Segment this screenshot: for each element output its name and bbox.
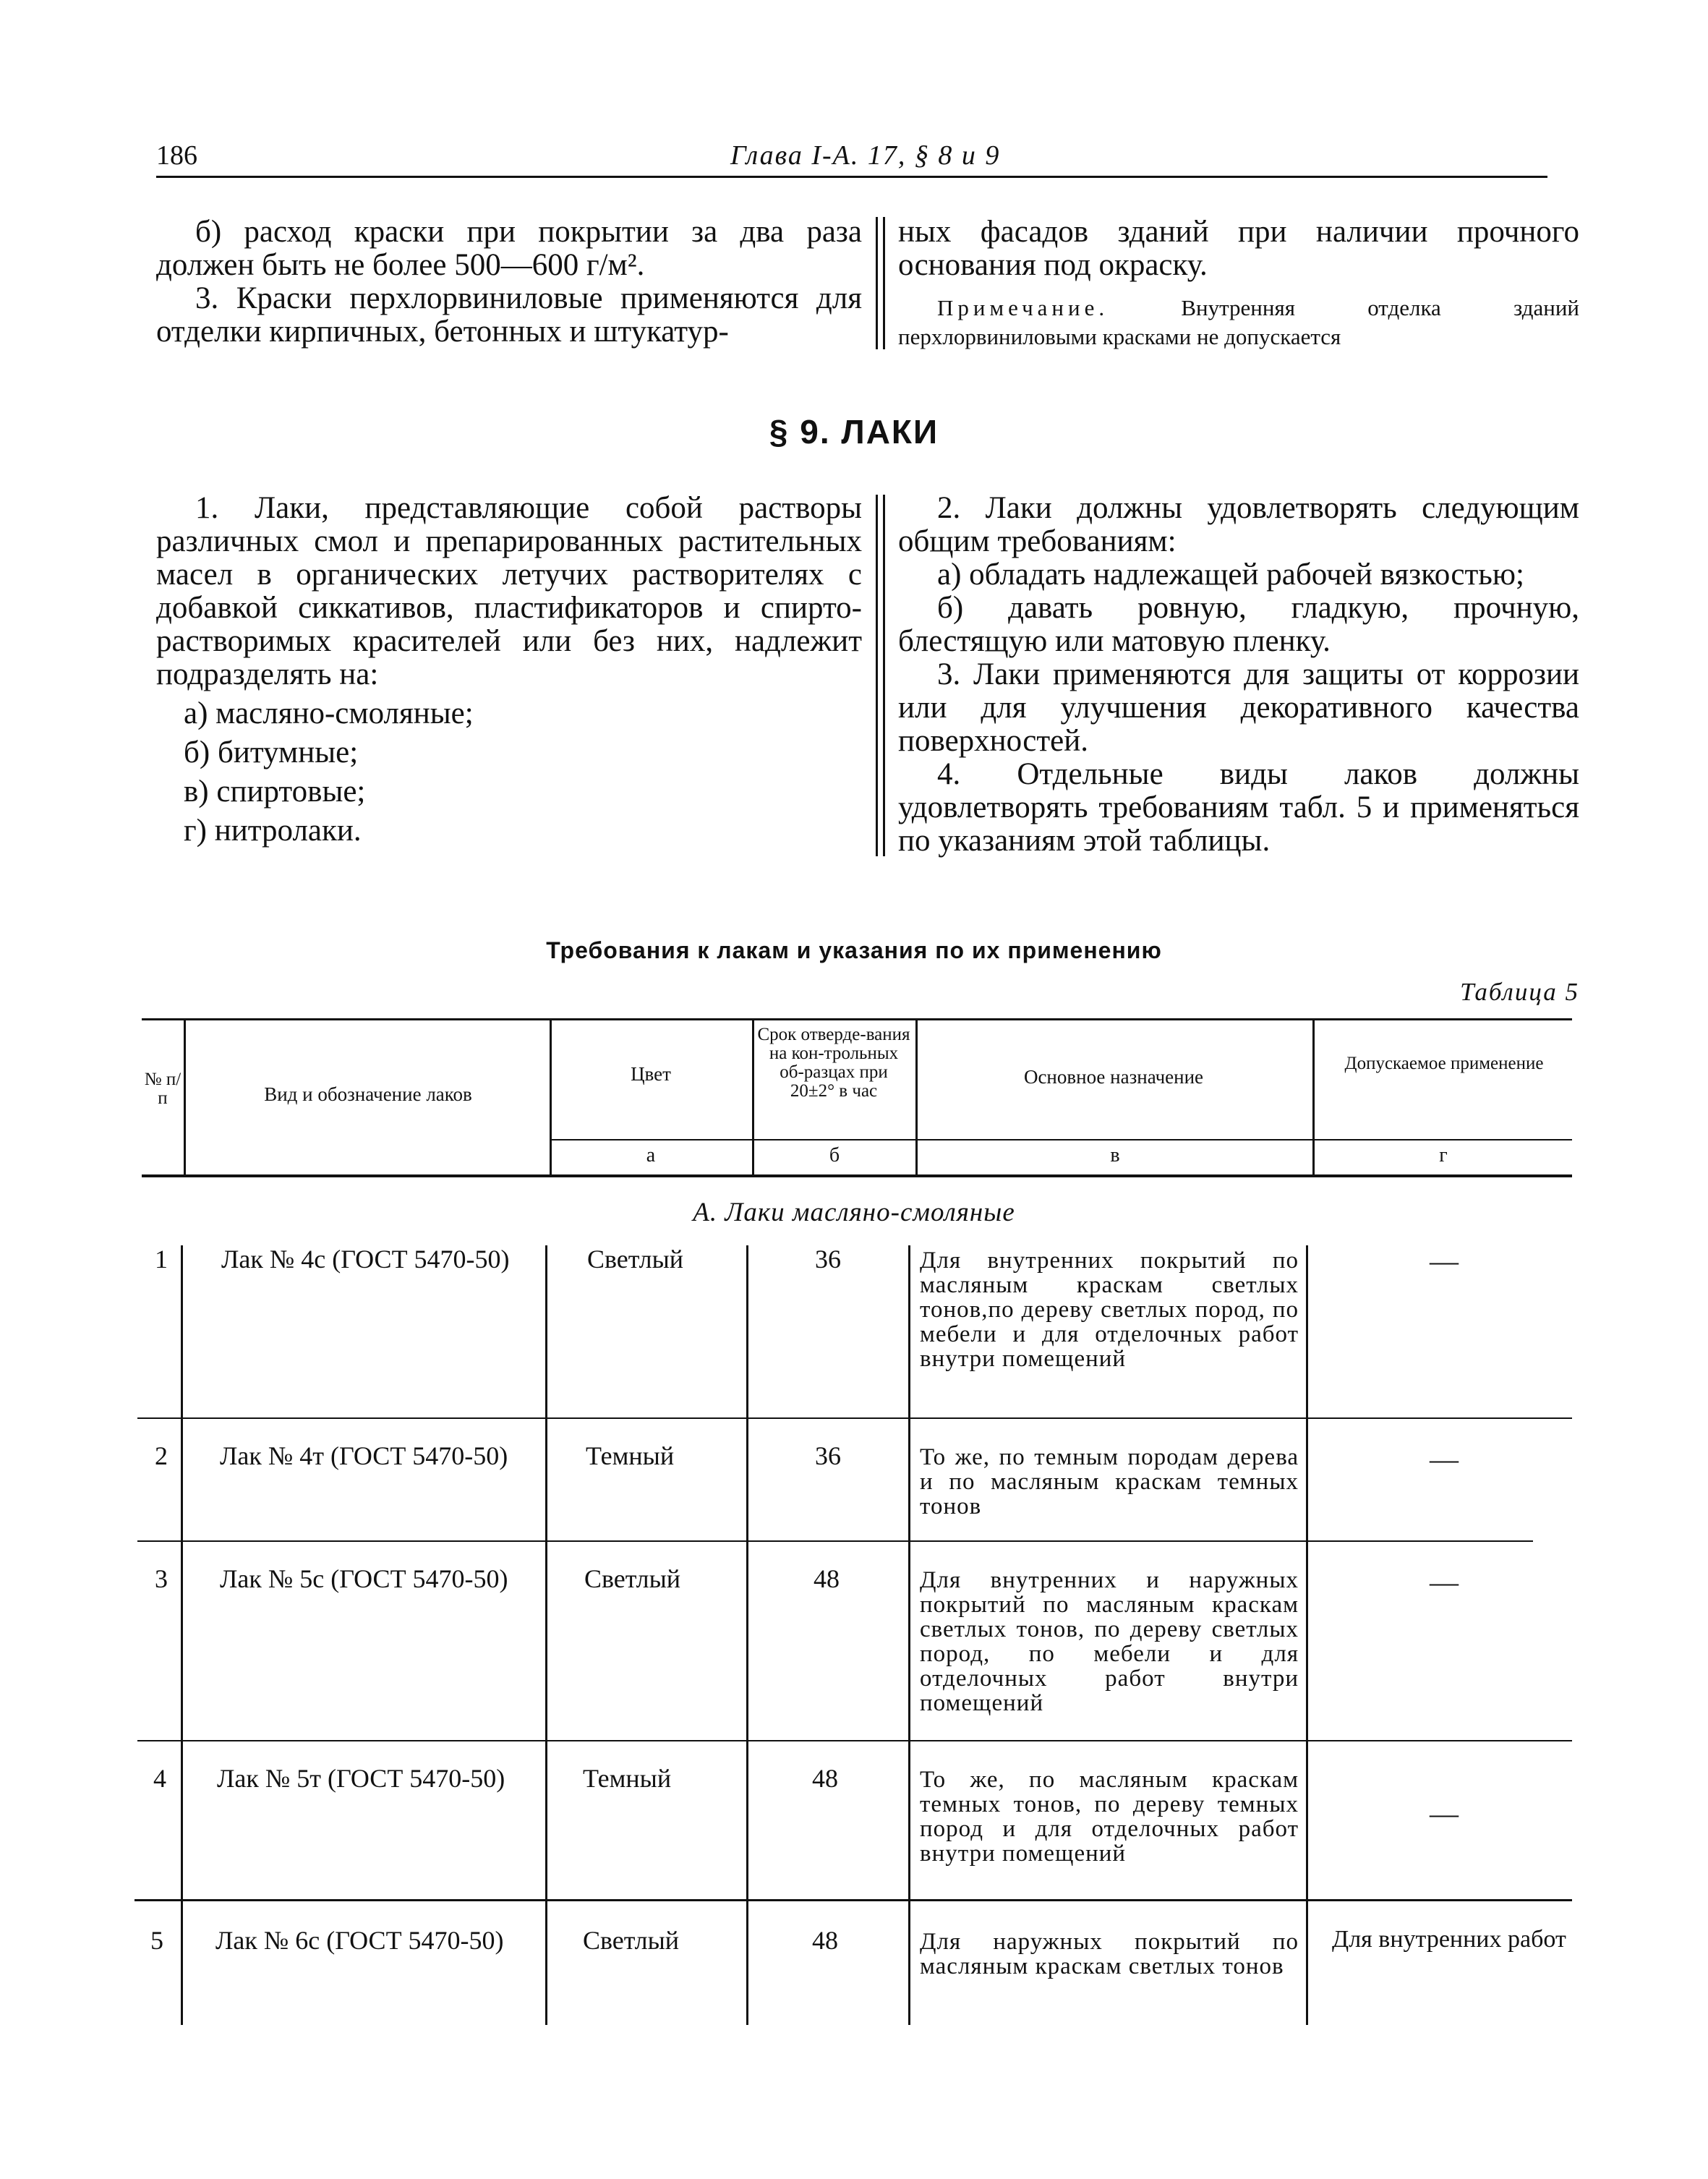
page-number: 186: [156, 140, 197, 171]
paragraph: 1. Лаки, представляющие собой растворы различных смол и препарированных растительных масел в органических летучих растворителях с добавкой сиккативов, пластификаторов и спирто-растворимых красителей или без них, надлежит подразделять на:: [156, 491, 862, 691]
varnish-name: Лак № 5т (ГОСТ 5470-50): [217, 1764, 505, 1793]
row-rule: [137, 1540, 1533, 1542]
row-number: 2: [155, 1441, 168, 1470]
header-divider: [752, 1020, 754, 1176]
allowed-use: —: [1430, 1443, 1459, 1475]
column-divider: [876, 495, 878, 856]
purpose-text: Для наружных покрытий по масляным краскам светлых тонов: [920, 1929, 1299, 1979]
row-number: 4: [153, 1764, 166, 1793]
list-item: в) спиртовые;: [184, 775, 366, 809]
cure-time: 48: [812, 1764, 838, 1793]
group-title: А. Лаки масляно-смоляные: [693, 1198, 1015, 1227]
column-rule: [181, 1245, 183, 2025]
row-number: 5: [150, 1926, 163, 1955]
list-item: б) битумные;: [184, 735, 359, 769]
column-divider: [883, 217, 885, 349]
row-number: 3: [155, 1564, 168, 1593]
column-rule: [1306, 1245, 1308, 2025]
cure-time: 36: [815, 1245, 841, 1274]
header-allowed: Допускаемое применение: [1344, 1054, 1544, 1073]
paragraph: б) расход краски при покрытии за два раза должен быть не более 500—600 г/м².: [156, 215, 862, 282]
section-left-column: [156, 492, 862, 853]
header-name: Вид и обозначение лаков: [264, 1083, 472, 1105]
section-right-column: [898, 492, 1579, 858]
column-rule: [746, 1245, 748, 2025]
varnish-name: Лак № 6с (ГОСТ 5470-50): [215, 1926, 504, 1955]
column-divider: [883, 495, 885, 856]
column-rule: [908, 1245, 910, 2025]
varnish-color: Темный: [586, 1441, 675, 1470]
note-text: Внутренняя отделка зданий перхлорвиниловыми красками не допускается: [898, 295, 1579, 349]
header-sub-rule: [550, 1139, 1572, 1140]
header-divider: [184, 1020, 186, 1176]
list-item: г) нитролаки.: [184, 814, 362, 848]
paragraph: ных фасадов зданий при наличии прочного основания под окраску.: [898, 215, 1579, 282]
section-title: § 9. ЛАКИ: [769, 413, 939, 451]
header-letter: г: [1439, 1144, 1448, 1167]
header-purpose: Основное назначение: [1023, 1066, 1204, 1088]
varnish-name: Лак № 4т (ГОСТ 5470-50): [220, 1441, 508, 1470]
purpose-text: То же, по темным породам дерева и по масляным краскам темных тонов: [920, 1444, 1299, 1519]
header-letter: а: [646, 1144, 656, 1167]
column-divider: [876, 217, 878, 349]
paragraph: 4. Отдельные виды лаков должны удовлетворять требованиям табл. 5 и применяться по указаниям этой таблицы.: [898, 757, 1579, 858]
varnish-color: Темный: [583, 1764, 672, 1793]
row-rule: [137, 1740, 1572, 1741]
note-label: Примечание.: [937, 295, 1109, 320]
cure-time: 48: [814, 1564, 840, 1593]
row-number: 1: [155, 1245, 168, 1274]
header-rule: [156, 176, 1547, 178]
header-bottom-rule: [142, 1174, 1572, 1177]
header-color: Цвет: [631, 1063, 671, 1085]
varnish-name: Лак № 4с (ГОСТ 5470-50): [221, 1245, 510, 1274]
header-cure: Срок отверде-вания на кон-трольных об-разцах при 20±2° в час: [757, 1025, 910, 1101]
header-letter: б: [829, 1144, 840, 1167]
header-divider: [915, 1020, 918, 1176]
column-rule: [545, 1245, 547, 2025]
purpose-text: Для внутренних покрытий по масляным краскам светлых тонов,по дереву светлых пород, по мебели и для отделочных работ внутри помещений: [920, 1248, 1299, 1372]
header-letter: в: [1110, 1144, 1120, 1167]
varnish-color: Светлый: [584, 1564, 681, 1593]
header-num: № п/п: [144, 1070, 182, 1108]
allowed-use: —: [1430, 1566, 1459, 1598]
table-label: Таблица 5: [1460, 978, 1579, 1006]
table-title: Требования к лакам и указания по их применению: [546, 937, 1162, 963]
paragraph: 3. Краски перхлорвиниловые применяются для отделки кирпичных, бетонных и штукатур-: [156, 281, 862, 349]
list-item: а) обладать надлежащей рабочей вязкостью;: [937, 558, 1524, 592]
paragraph: 3. Лаки применяются для защиты от коррозии или для улучшения декоративного качества поверхностей.: [898, 657, 1579, 758]
running-head: Глава I-А. 17, § 8 и 9: [730, 140, 1001, 171]
allowed-use: —: [1430, 1797, 1459, 1830]
allowed-use: —: [1430, 1245, 1459, 1277]
table-top-rule: [142, 1018, 1572, 1020]
top-right-column: [898, 216, 1579, 351]
purpose-text: То же, по масляным краскам темных тонов, по дереву темных пород и для отделочных работ внутри помещений: [920, 1767, 1299, 1867]
list-item: б) давать ровную, гладкую, прочную, блестящую или матовую пленку.: [898, 591, 1579, 658]
row-rule: [134, 1899, 1572, 1901]
cure-time: 36: [815, 1441, 841, 1470]
cure-time: 48: [812, 1926, 838, 1955]
varnish-color: Светлый: [587, 1245, 684, 1274]
varnish-color: Светлый: [583, 1926, 680, 1955]
varnish-name: Лак № 5с (ГОСТ 5470-50): [220, 1564, 508, 1593]
purpose-text: Для внутренних и наружных покрытий по масляным краскам светлых тонов, по дереву светлых пород, по мебели и для отделочных работ внутри помещений: [920, 1567, 1299, 1716]
list-item: а) масляно-смоляные;: [184, 696, 474, 730]
top-left-column: [156, 216, 862, 349]
row-rule: [137, 1417, 1572, 1419]
allowed-use: Для внутренних работ: [1332, 1926, 1566, 1953]
note: [898, 294, 1579, 351]
paragraph: 2. Лаки должны удовлетворять следующим общим требованиям:: [898, 491, 1579, 558]
